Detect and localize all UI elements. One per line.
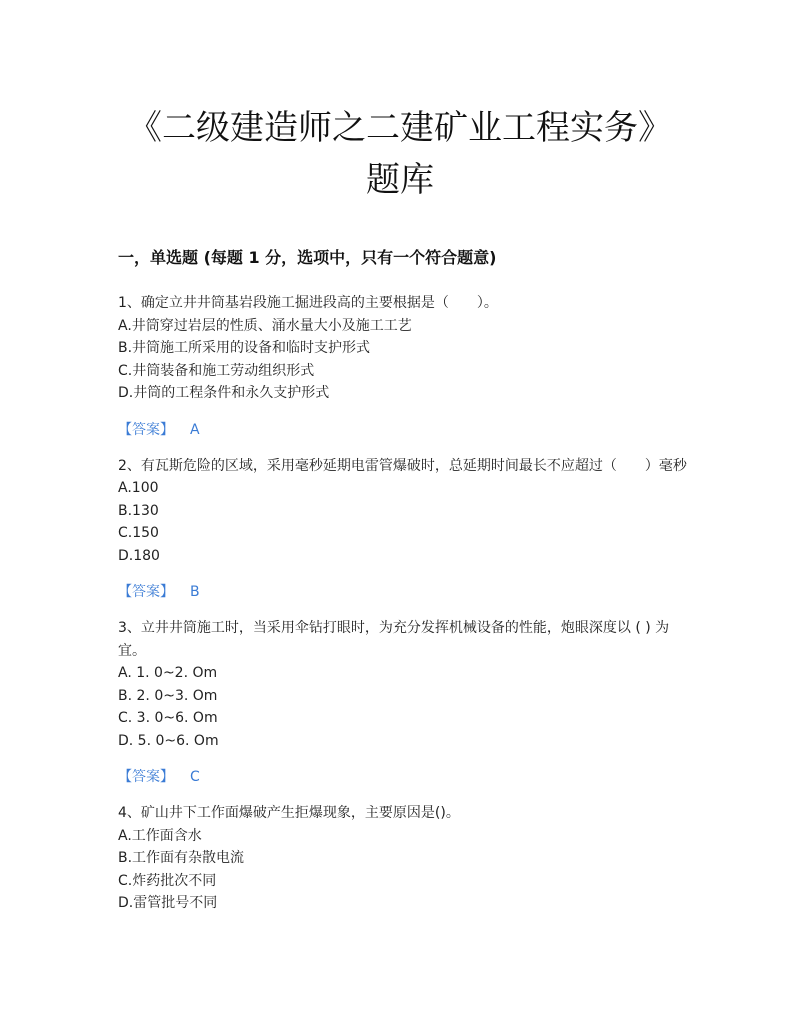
question-1 xyxy=(118,292,688,441)
option-a: A.100 xyxy=(118,480,159,496)
answer-line xyxy=(118,766,688,788)
question-3 xyxy=(118,617,688,788)
question-text: 1、确定立井井筒基岩段施工掘进段高的主要根据是（ ）。 xyxy=(118,295,498,311)
answer-value: C xyxy=(190,769,200,785)
option-d: D.井筒的工程条件和永久支护形式 xyxy=(118,385,330,401)
answer-label: 【答案】 xyxy=(118,421,174,438)
answer-label: 【答案】 xyxy=(118,584,174,600)
question-4 xyxy=(118,802,688,915)
option-b: B.130 xyxy=(118,502,159,519)
answer-value: B xyxy=(190,584,200,600)
option-b: B.工作面有杂散电流 xyxy=(118,850,245,866)
option-c: C.炸药批次不同 xyxy=(118,872,217,889)
document-title-line-2: 题库 xyxy=(366,160,434,200)
option-a: A. 1. 0~2. Om xyxy=(118,665,218,681)
section-heading: 一，单选题 (每题 1 分，选项中，只有一个符合题意) xyxy=(118,248,497,267)
answer-line xyxy=(118,419,688,441)
question-text: 4、矿山井下工作面爆破产生拒爆现象，主要原因是()。 xyxy=(118,805,460,821)
document-title-line-1: 《二级建造师之二建矿业工程实务》 xyxy=(128,108,672,148)
answer-line xyxy=(118,581,688,603)
option-a: A.井筒穿过岩层的性质、涌水量大小及施工工艺 xyxy=(118,317,412,334)
question-list xyxy=(118,292,688,915)
answer-label: 【答案】 xyxy=(118,769,174,785)
question-text: 3、立井井筒施工时，当采用伞钻打眼时，为充分发挥机械设备的性能，炮眼深度以 ( ) 为宜。 xyxy=(118,620,670,659)
option-c: C. 3. 0~6. Om xyxy=(118,710,218,726)
option-b: B.井筒施工所采用的设备和临时支护形式 xyxy=(118,340,371,356)
option-b: B. 2. 0~3. Om xyxy=(118,687,218,704)
option-a: A.工作面含水 xyxy=(118,827,202,844)
answer-value: A xyxy=(190,421,200,438)
option-d: D.180 xyxy=(118,547,160,564)
option-c: C.150 xyxy=(118,525,159,541)
option-d: D. 5. 0~6. Om xyxy=(118,732,219,749)
question-text: 2、有瓦斯危险的区域，采用毫秒延期电雷管爆破时，总延期时间最长不应超过（ ）毫秒 xyxy=(118,457,687,474)
option-d: D.雷管批号不同 xyxy=(118,895,218,911)
question-2 xyxy=(118,455,688,604)
option-c: C.井筒装备和施工劳动组织形式 xyxy=(118,362,315,379)
